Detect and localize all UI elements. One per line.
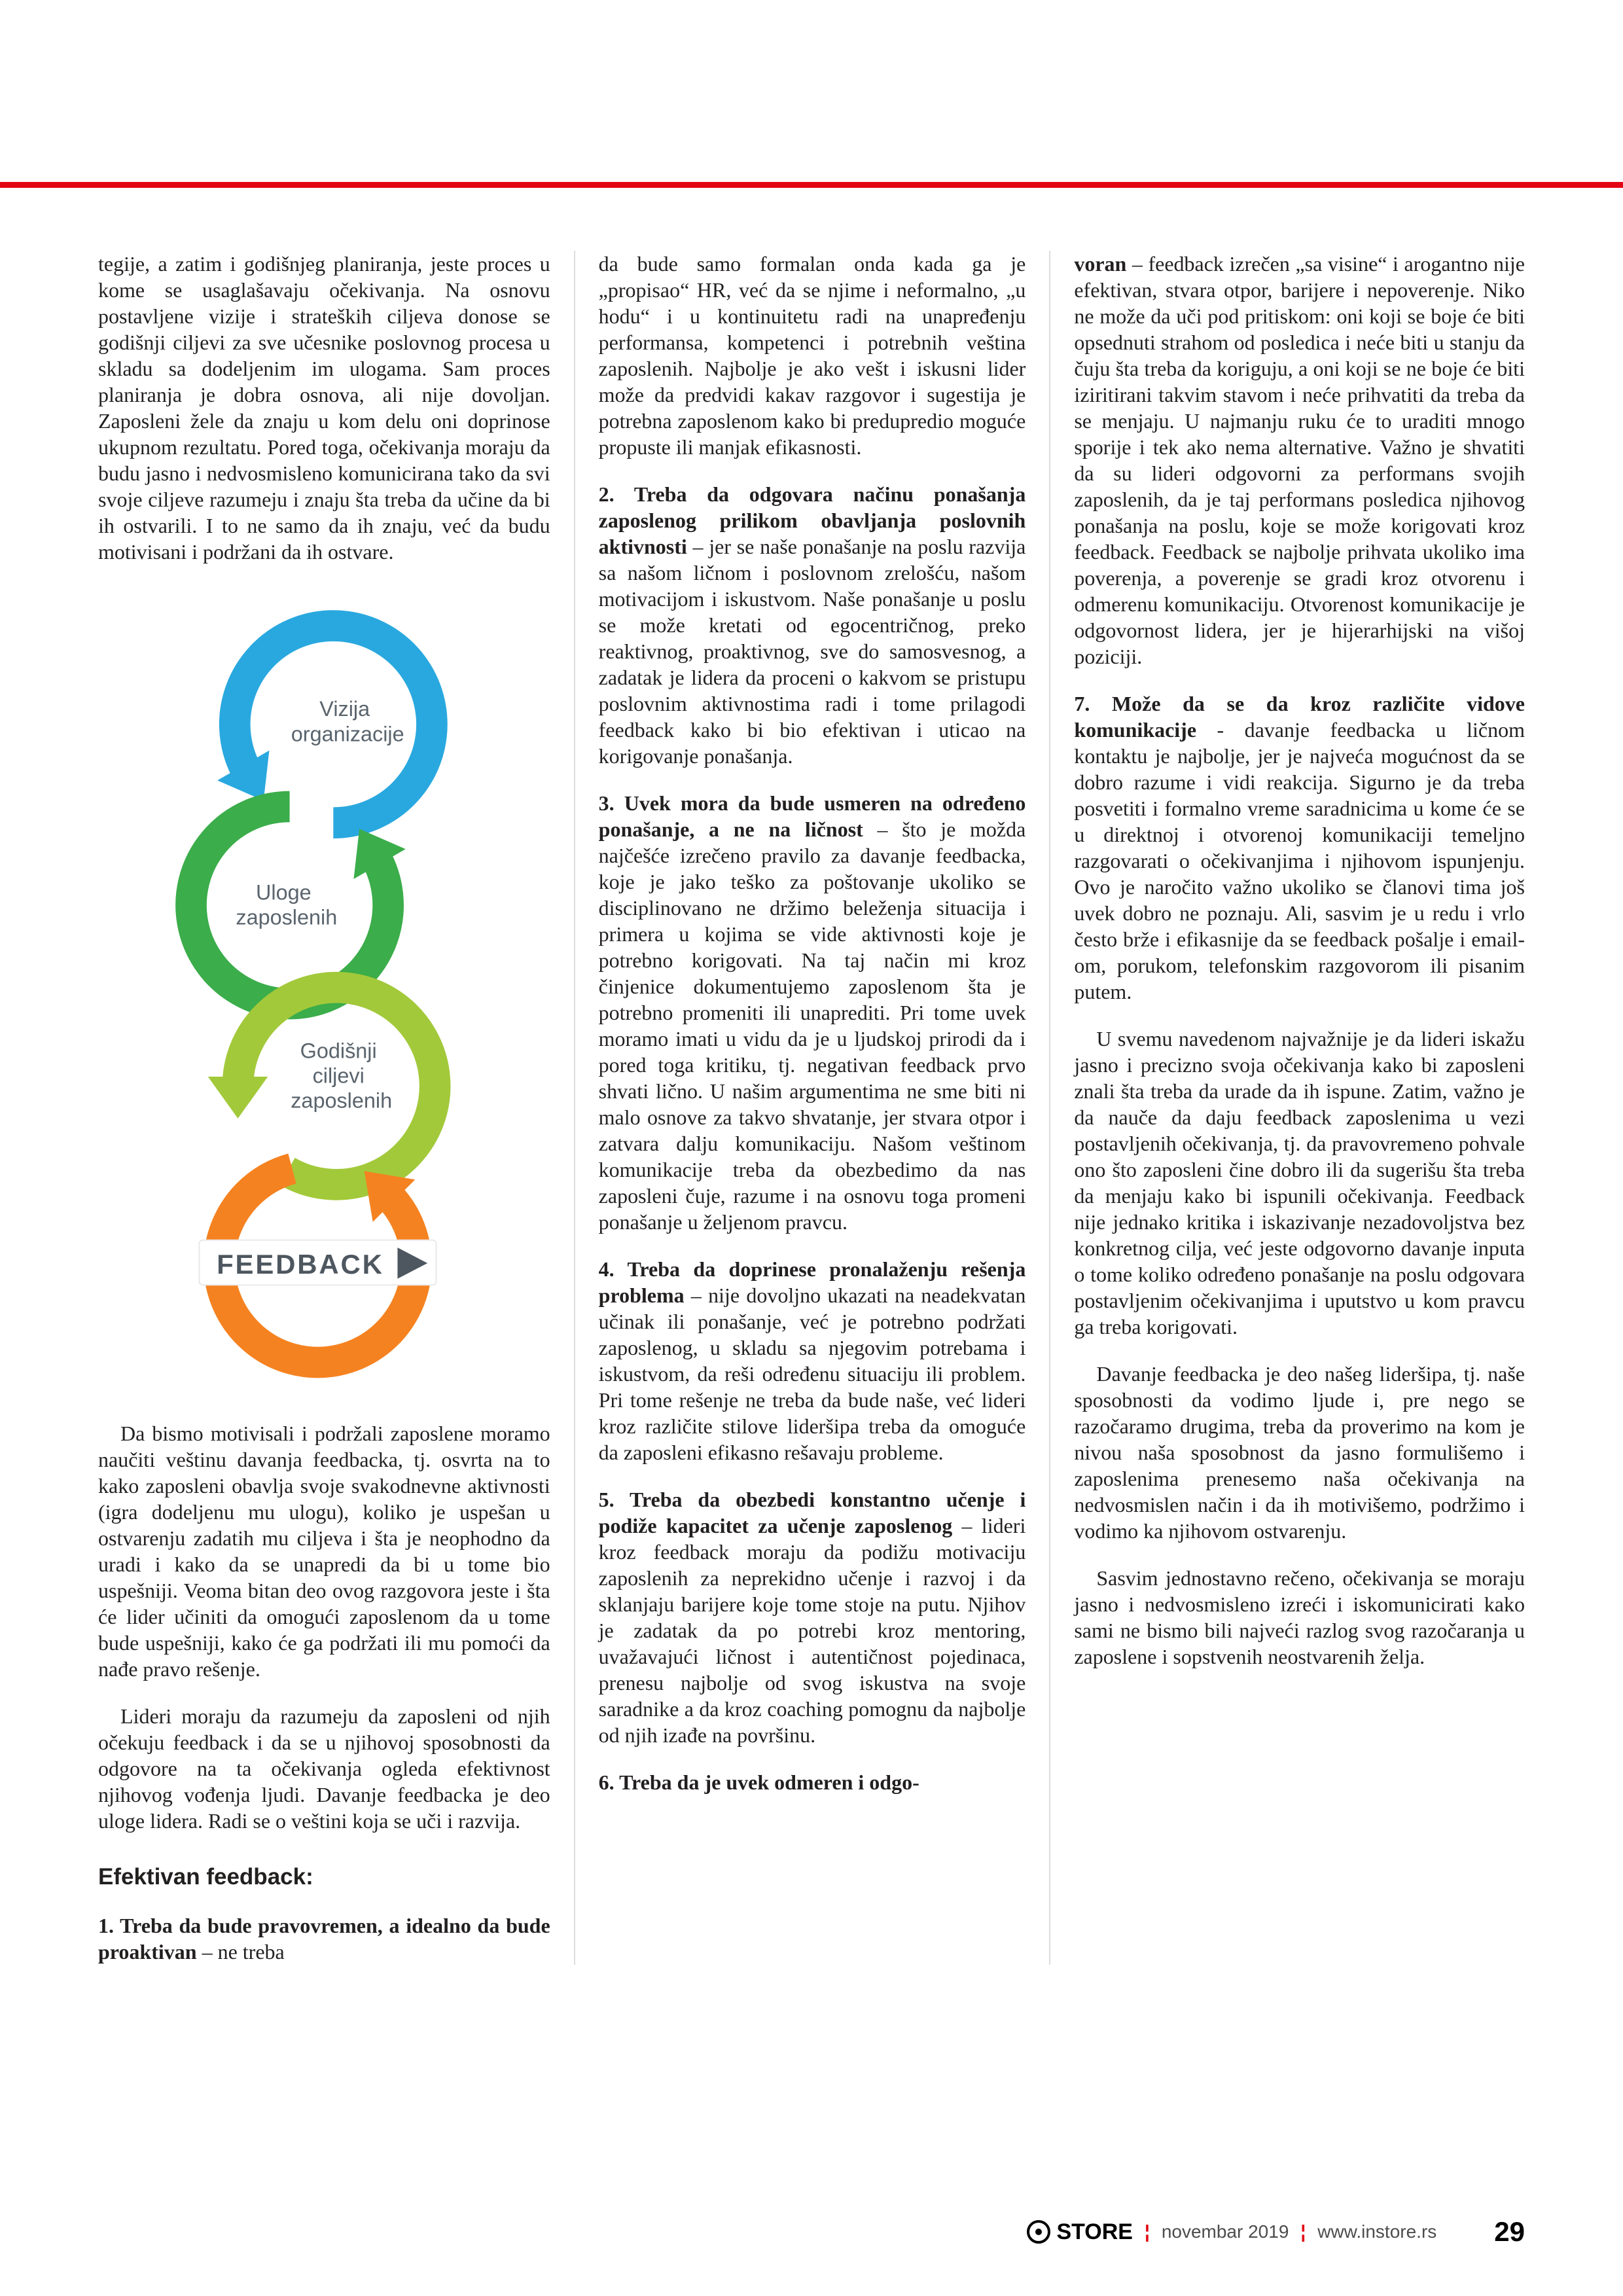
ring-roles-label — [236, 880, 338, 929]
footer-date: novembar 2019 — [1161, 2221, 1289, 2242]
paragraph: Da bismo motivisali i podržali zaposlene moramo naučiti veštinu davanja feedbacka, tj. osvrta na to kako zaposleni obavlja svoje svakodnevne aktivnosti (igra dodeljenu mu ulogu), koliko je uspešan u ostvarenju zadatih mu ciljeva i šta je neophodno da uradi i kako da se unapredi da bi u tome bio uspešniji. Veoma bitan deo ovog razgovora jeste i šta će lider učiniti da omogući zaposlenom da u tome bude uspešniji, kako će ga podržati ili mu pomoći da nađe pravo rešenje. — [98, 1422, 550, 1681]
paragraph: da bude samo formalan onda kada ga je „propisao“ HR, već da se njime i neformalno, „u hodu“ i u kontinuitetu radi na unapređenju performansa, kompetenci i potrebnih veština zaposlenih. Najbolje je ako vešt i iskusni lider može da predvidi kakav razgovor i sugestija je potrebna zaposlenom kako bi predupredio moguće propuste ili manjak efikasnosti. — [598, 252, 1026, 459]
numbered-item-2 — [599, 481, 1026, 769]
label-line: zaposlenih — [291, 1088, 393, 1113]
numbered-item-4 — [599, 1256, 1026, 1465]
ring-goals — [208, 988, 435, 1185]
column-3 — [1049, 251, 1525, 1965]
store-logo — [1027, 2219, 1133, 2245]
item-4-text: – nije dovoljno ukazati na neadekvatan učinak ili ponašanje, već je potrebno podržati zaposlenog, u skladu sa njegovim potrebama i iskustvom, da reši određenu situaciju ili problem. Pri tome rešenje ne treba da bude naše, već lideri kroz različite stilove lideršipa treba da omoguće da zaposleni efikasno rešavaju probleme. — [598, 1283, 1026, 1464]
item-5-lead: 5. Treba da obezbedi konstantno učenje i podiže kapacitet za učenje zaposlenog — [598, 1488, 1026, 1537]
column-2 — [574, 251, 1050, 1965]
label-line: Godišnji — [300, 1039, 378, 1063]
label-line: Uloge — [256, 880, 312, 905]
feedback-label: FEEDBACK — [217, 1249, 385, 1280]
label-line: zaposlenih — [236, 905, 338, 929]
ring-vision-label — [291, 697, 404, 745]
section-heading: Efektivan feedback: — [98, 1864, 313, 1890]
footer-separator: ¦ — [1300, 2221, 1306, 2242]
paragraph: Sasvim jednostavno rečeno, očekivanja se moraju jasno i nedvosmisleno izreći i iskomunicirati kako sami ne bismo bili najveći razlog svog razočaranja u zaposlene i sopstvenih neostvarenih želja. — [1074, 1566, 1525, 1668]
item-1-text: – ne treba — [196, 1940, 285, 1964]
item-1-lead: 1. Treba da bude pravovremen, a idealno da bude proaktivan — [98, 1914, 550, 1964]
store-logo-icon — [1027, 2220, 1050, 2244]
diagram-svg — [112, 596, 536, 1386]
numbered-item-1 — [98, 1912, 550, 1965]
item-2-lead: 2. Treba da odgovara načinu ponašanja zaposlenog prilikom obavljanja poslovnih aktivnosti — [598, 482, 1026, 558]
numbered-item-6 — [599, 1769, 1026, 1795]
ring-goals-arrow-icon — [208, 1077, 268, 1119]
intro-paragraph: tegije, a zatim i godišnjeg planiranja, jeste proces u kome se usaglašavaju očekivanja. Na osnovu postavljene vizije i strateških ciljeva donose se godišnji ciljevi za sve učesnike poslovnog procesa u skladu sa dodeljenim im ulogama. Sam proces planiranja je dobra osnova, ali nije dovoljan. Zaposleni žele da znaju u kom delu oni doprinose ukupnom rezultatu. Pored toga, očekivanja moraju da budu jasno i nedvosmisleno komunicirana tako da svi svoje ciljeve razumeju i znaju šta treba da učine da bi ih ostvarili. I to ne samo da ih znaju, već da budu motivisani i podržani da ih ostvare. — [98, 252, 550, 564]
ring-vision — [217, 626, 432, 823]
item-2-text: – jer se naše ponašanje na poslu razvija sa našom ličnom i poslovnom zrelošću, našom motivacijom i iskustvom. Naše ponašanje u poslu se može kretati od egocentričnog, preko reaktivnog, proaktivnog, sve do samosvesnog, a zadatak je lidera da proceni o kakvom se pristupu poslovnim aktivnostima radi i tome prilagodi feedback kako bi bio efektivan i uticao na korigovanje ponašanja. — [598, 535, 1026, 768]
footer-separator: ¦ — [1144, 2221, 1150, 2242]
item-6-continuation — [1074, 251, 1525, 670]
item-4-lead: 4. Treba da doprinese pronalaženju rešenja problema — [598, 1257, 1026, 1307]
numbered-item-7 — [1074, 691, 1525, 1005]
item-3-text: – što je možda najčešće izrečeno pravilo za davanje feedbacka, koje je jako teško za poštovanje ukoliko se disciplinovano ne držimo beleženja situacija i primera u kojima se vide aktivnosti koje je potrebno korigovati. Na taj način mi kroz činjenice dokumentujemo zaposlenom šta je potrebno promeniti ili unaprediti. Pri tome uvek moramo imati u vidu da je u ljudskoj prirodi da i pored toga kritiku, tj. negativan feedback prvo shvati lično. U našim argumentima ne sme biti ni malo osnove za takvo shvatanje, jer stvara otpor i zatvara dalju komunikaciju. Našom veštinom komunikacije treba da obezbedimo da nas zaposleni čuje, razume i na osnovu toga promeni ponašanje u željenom pravcu. — [598, 817, 1026, 1234]
label-line: ciljevi — [312, 1064, 365, 1088]
page-footer — [98, 2216, 1525, 2248]
store-logo-text: STORE — [1056, 2219, 1133, 2244]
ring-roles — [191, 806, 406, 1003]
column-1 — [98, 251, 574, 1965]
article-body — [98, 251, 1525, 1965]
item-7-lead: 7. Može da se da kroz različite vidove komunikacije — [1074, 692, 1525, 742]
feedback-cycle-diagram — [112, 596, 536, 1391]
item-3-lead: 3. Uvek mora da bude usmeren na određeno ponašanje, a ne na ličnost — [598, 791, 1026, 841]
item-7-text: - davanje feedbacka u ličnom kontaktu je najbolje, jer je najveća mogućnost da se dobro razume i vidi reakcija. Sigurno je da treba posvetiti i formalno vreme saradnicima u kome će se u direktnoj i otvorenoj komunikaciji temeljno razgovarati o očekivanjima i njihovom ispunjenju. Ovo je naročito važno ukoliko se članovi tima još uvek dobro ne poznaju. Ali, sasvim je u redu i vrlo često brže i efikasnije da se feedback pošalje i email-om, porukom, telefonskim razgovorom ili pisanim putem. — [1074, 718, 1525, 1003]
item-6-continuation-lead: voran — [1074, 252, 1127, 276]
item-6-continuation-text: – feedback izrečen „sa visine“ i arogantno nije efektivan, stvara otpor, barijere i nepoverenje. Niko ne može da uči pod pritiskom: oni koji se boje će biti opsednuti strahom od posledica i neće biti u stanju da čuju šta treba da koriguju, a oni koji se ne boje će biti iziritirani takvim stavom i neće prihvatiti da treba da se menjaju. U najmanju ruku će to uraditi mnogo sporije i tek ako nema alternative. Važno je shvatiti da su lideri odgovorni za performans svojih zaposlenih, da je taj performans posledica njihovog ponašanja na poslu, koje se može korigovati kroz feedback. Feedback se najbolje prihvata ukoliko ima poverenja, a poverenje se gradi kroz otvorenu i odmerenu komunikaciju. Otvorenost komunikacije je odgovornost lidera, jer je hijerarhijski na višoj poziciji. — [1074, 252, 1525, 668]
paragraph: Lideri moraju da razumeju da zaposleni od njih očekuju feedback i da se u njihovoj sposobnosti da odgovore na ta očekivanja ogleda efektivnost njihovog vođenja ljudi. Davanje feedbacka je deo uloge lidera. Radi se o veštini koja se uči i razvija. — [98, 1704, 550, 1833]
page-number: 29 — [1494, 2216, 1525, 2247]
numbered-item-5 — [599, 1486, 1026, 1748]
paragraph: U svemu navedenom najvažnije je da lideri iskažu jasno i precizno svoja očekivanja kako bi zaposleni znali šta treba da urade da ih ispune. Zatim, važno je da nauče da daju feedback zaposlenima u vezi postavljenih očekivanja, tj. da pravovremeno pohvale ono što zaposleni čine dobro ili da sugerišu šta treba da menjaju kako bi ispunili očekivanja. Feedback nije jednako kritika i iskazivanje nezadovoljstva bez konkretnog cilja, već jeste odgovorno davanje inputa o tome koliko određeno ponašanje na poslu odgovara postavljenim očekivanjima i uputstvo u kom pravcu ga treba korigovati. — [1074, 1027, 1525, 1338]
item-5-text: – lideri kroz feedback moraju da podižu motivaciju zaposlenih za neprekidno učenje i razvoj i da sklanjaju barijere koje tome stoje na putu. Njihov je zadatak da po potrebi kroz mentoring, uvažavajući ličnost i autentičnost pojedinaca, prenesu najbolje od svog iskustva na svoje saradnike a da kroz coaching pomognu da najbolje od njih izađe na površinu. — [598, 1514, 1026, 1747]
top-red-rule — [0, 182, 1623, 188]
ring-goals-label — [291, 1039, 393, 1112]
label-line: Vizija — [319, 697, 370, 721]
numbered-item-3 — [599, 790, 1026, 1235]
item-6-lead: 6. Treba da je uvek odmeren i odgo- — [598, 1770, 919, 1794]
label-line: organizacije — [291, 722, 404, 746]
paragraph: Davanje feedbacka je deo našeg lideršipa, tj. naše sposobnosti da vodimo ljude i, pre nego se razočaramo drugima, treba da proverimo na kom je nivou naša sposobnost da jasno formulišemo i zaposlenima prenesemo naša očekivanja na nedvosmislen način i da ih motivišemo, podržimo i vodimo ka njihovom ostvarenju. — [1074, 1362, 1525, 1543]
footer-url-link[interactable]: www.instore.rs — [1317, 2221, 1437, 2242]
